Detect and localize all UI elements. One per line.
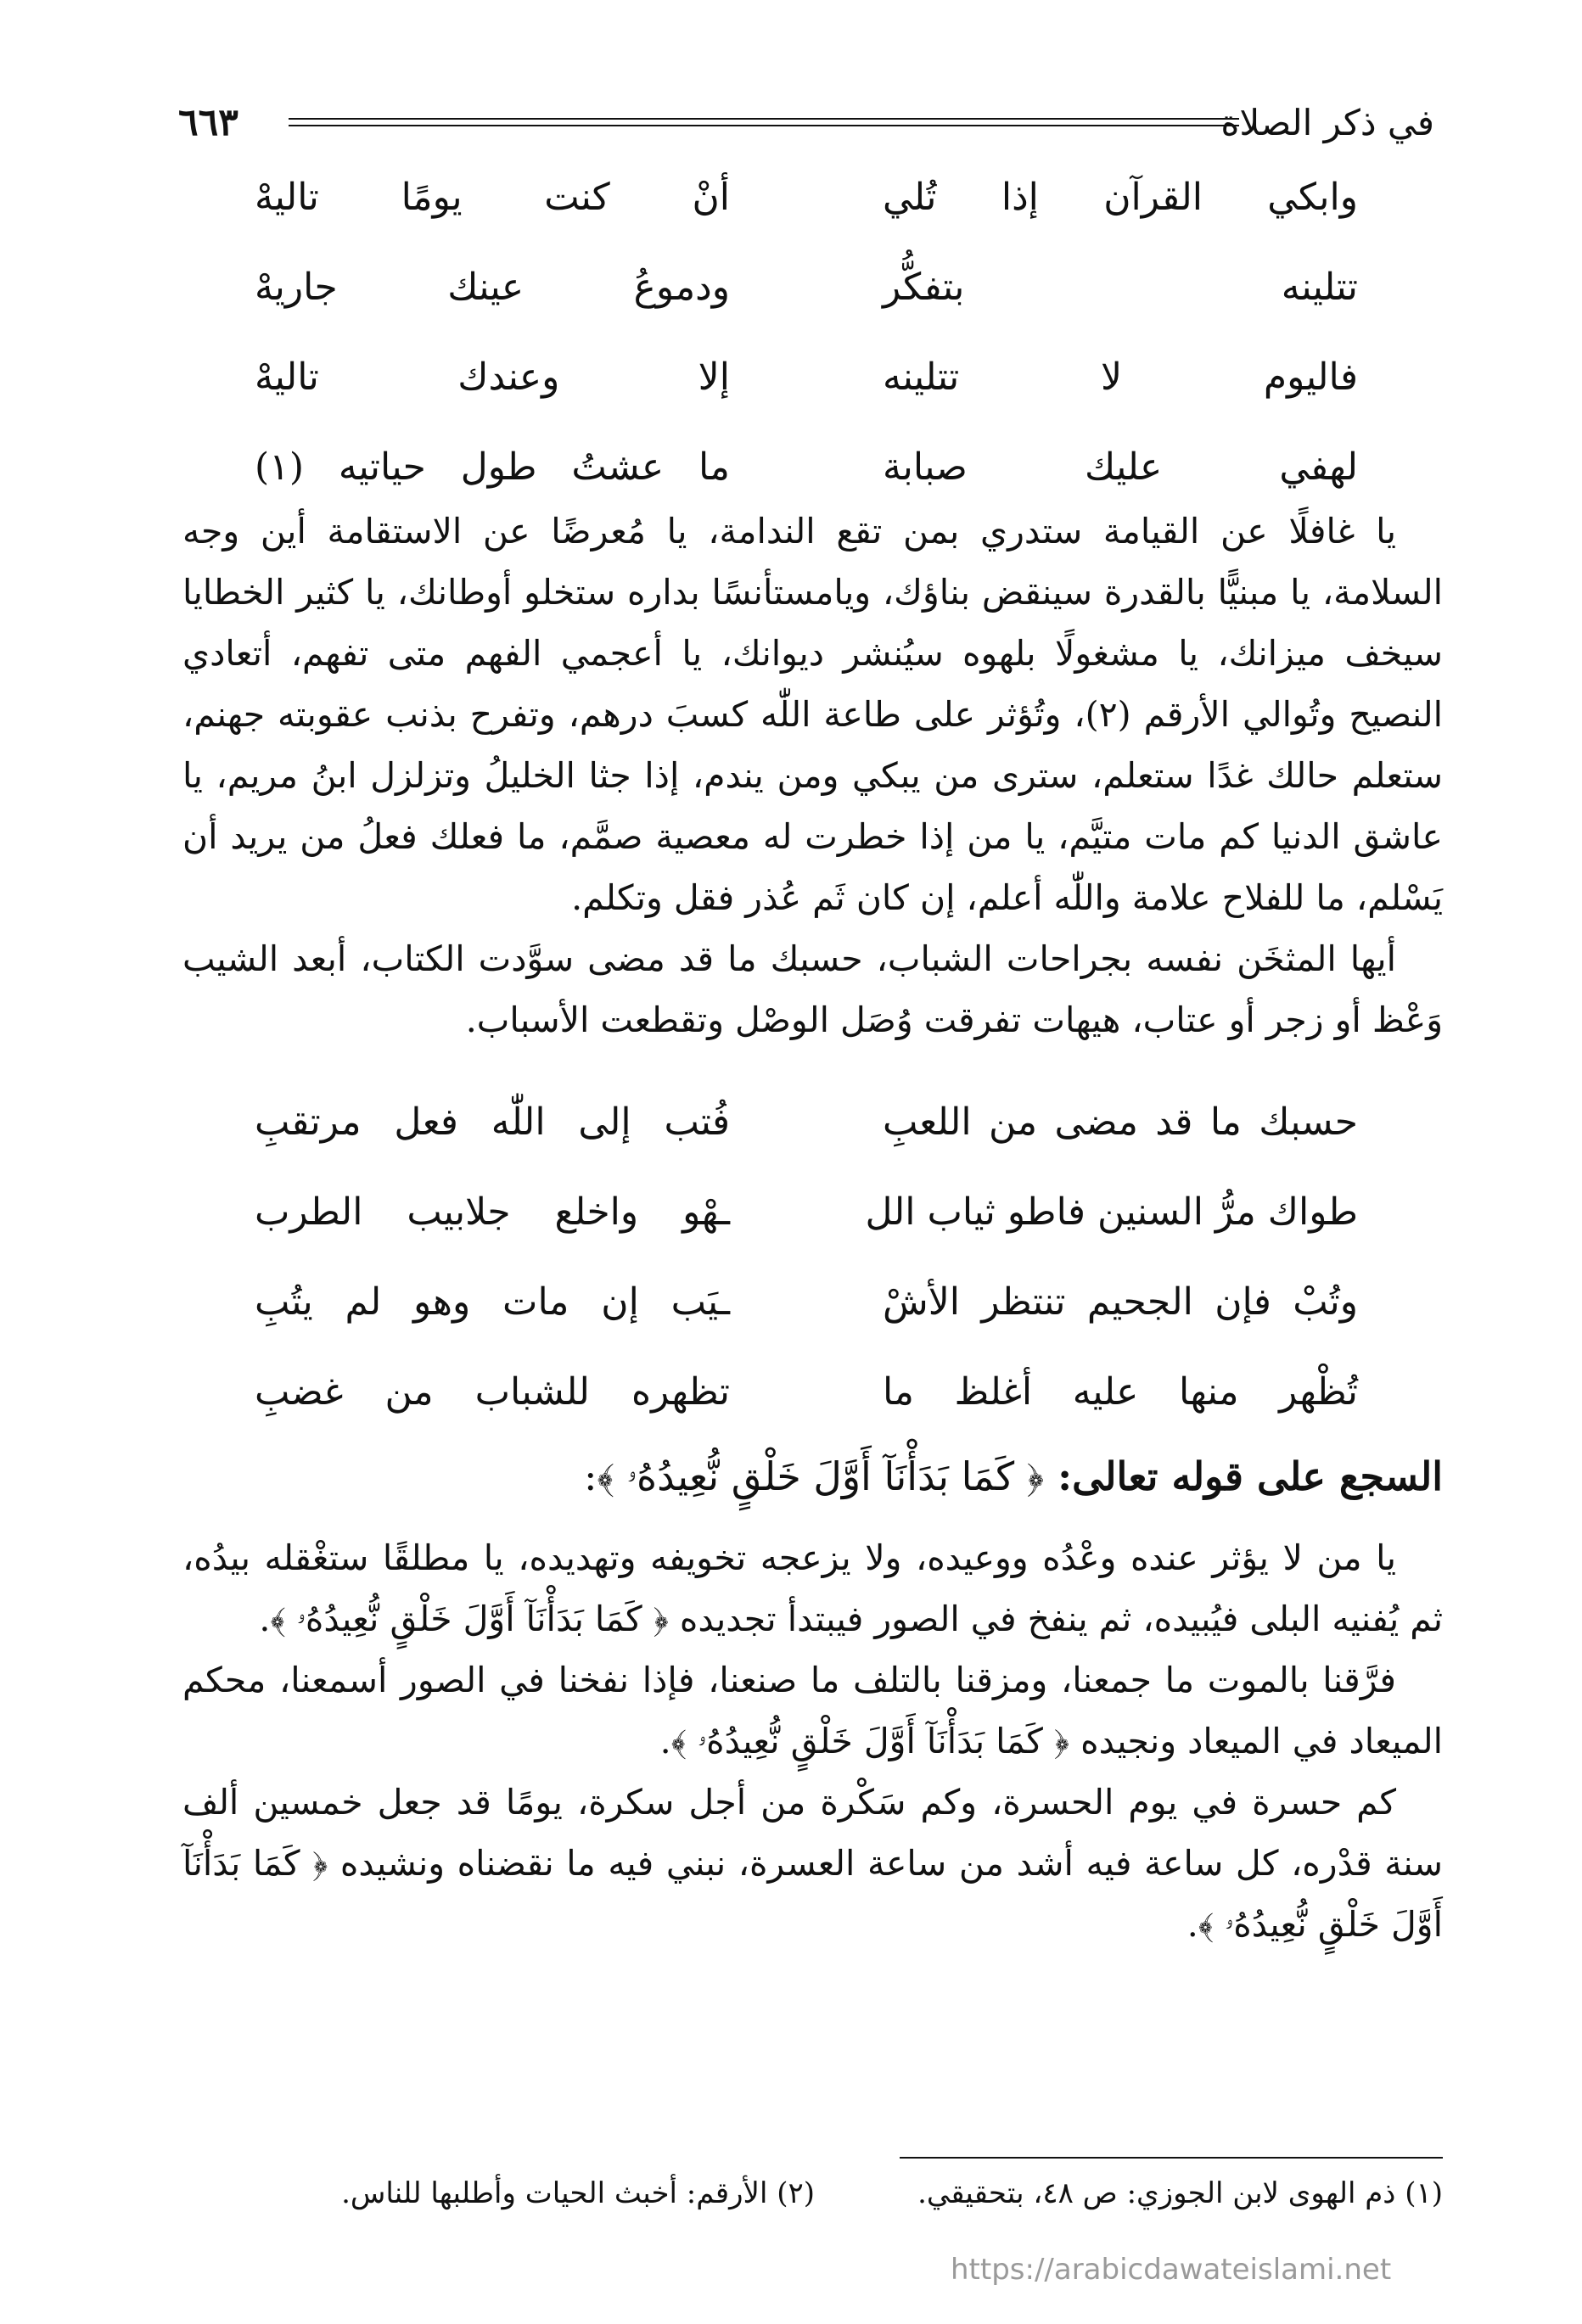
verse-second-hemistich: ـهْو واخلع جلابيب الطرب bbox=[255, 1190, 730, 1234]
page-number: ٦٦٣ bbox=[178, 101, 238, 144]
verse-first-hemistich: فاليوم لا تتلينه bbox=[883, 356, 1358, 399]
heading-label: السجع على قوله تعالى: bbox=[1057, 1453, 1443, 1499]
verse-first-hemistich: تتلينه بتفكُّر bbox=[883, 266, 1358, 309]
poem-verse bbox=[255, 1257, 1358, 1347]
verse-second-hemistich: ـيَب إن مات وهو لم يتُبِ bbox=[255, 1280, 730, 1324]
section-title: في ذكر الصلاة bbox=[1220, 102, 1434, 143]
verse-second-hemistich: فُتب إلى اللّٰه فعل مرتقبِ bbox=[255, 1100, 730, 1144]
running-header bbox=[178, 98, 1434, 148]
poem-verse bbox=[255, 1168, 1358, 1257]
verse-second-hemistich: تظهره للشباب من غضبِ bbox=[255, 1370, 730, 1414]
verse-first-hemistich: وتُبْ فإن الجحيم تنتظر الأشْ bbox=[883, 1280, 1358, 1324]
poem-second bbox=[255, 1078, 1358, 1437]
poem-verse bbox=[255, 333, 1358, 423]
poem-verse bbox=[255, 243, 1358, 333]
poem-verse bbox=[255, 1078, 1358, 1168]
prose-block-second bbox=[182, 1527, 1443, 1955]
footnote-1: (١) ذم الهوى لابن الجوزي: ص ٤٨، بتحقيقي. bbox=[917, 2176, 1443, 2210]
paragraph: كم حسرة في يوم الحسرة، وكم سَكْرة من أجل سكرة، يومًا قد جعل خمسين ألف سنة قدْره، كل ساعة فيه أشد من ساعة العسرة، نبني فيه ما نقضناه ونشيده ﴿ كَمَا بَدَأْنَآ أَوَّلَ خَلْقٍ نُّعِيدُهُۥ ﴾. bbox=[182, 1782, 1443, 1945]
verse-second-hemistich: إلا وعندك تاليهْ bbox=[255, 356, 730, 399]
verse-first-hemistich: لهفي عليك صبابة bbox=[883, 445, 1358, 489]
footnotes bbox=[182, 2164, 1443, 2223]
poem-verse bbox=[255, 153, 1358, 243]
footnote-2: (٢) الأرقم: أخبث الحيات وأطلبها للناس. bbox=[341, 2176, 815, 2210]
verse-first-hemistich: وابكي القرآن إذا تُلي bbox=[883, 176, 1358, 219]
poem-verse bbox=[255, 423, 1358, 512]
verse-first-hemistich: طواك مرُّ السنين فاطو ثياب الل bbox=[865, 1190, 1358, 1234]
verse-first-hemistich: تُظْهر منها عليه أغلظ ما bbox=[883, 1370, 1358, 1414]
header-double-rule bbox=[289, 118, 1239, 126]
poem-first bbox=[255, 153, 1358, 512]
verse-first-hemistich: حسبك ما قد مضى من اللعبِ bbox=[883, 1100, 1358, 1144]
paragraph: أيها المثخَن نفسه بجراحات الشباب، حسبك ما قد مضى سوَّدت الكتاب، أبعد الشيب وَعْظ أو زجر أو عتاب، هيهات تفرقت وُصَل الوصْل وتقطعت الأسباب. bbox=[182, 938, 1443, 1040]
prose-block-first bbox=[182, 501, 1443, 1050]
paragraph: يا من لا يؤثر عنده وعْدُه ووعيده، ولا يزعجه تخويفه وتهديده، يا مطلقًا ستغْقله بيدُه، ثم يُفنيه البلى فيُبيده، ثم ينفخ في الصور فيبتدأ تجديده ﴿ كَمَا بَدَأْنَآ أَوَّلَ خَلْقٍ نُّعِيدُهُۥ ﴾. bbox=[182, 1537, 1443, 1639]
heading-quran-verse: ﴿ كَمَا بَدَأْنَآ أَوَّلَ خَلْقٍ نُّعِيدُهُۥ ﴾: bbox=[584, 1453, 1045, 1499]
verse-second-hemistich: أنْ كنت يومًا تاليهْ bbox=[255, 176, 730, 219]
verse-second-hemistich: ودموعُ عينك جاريهْ bbox=[255, 266, 730, 309]
verse-second-hemistich: ما عشتُ طول حياتيه (١) bbox=[255, 445, 730, 489]
paragraph: فرَّقنا بالموت ما جمعنا، ومزقنا بالتلف ما صنعنا، فإذا نفخنا في الصور أسمعنا، محكم الميعاد في الميعاد ونجيده ﴿ كَمَا بَدَأْنَآ أَوَّلَ خَلْقٍ نُّعِيدُهُۥ ﴾. bbox=[182, 1660, 1443, 1761]
poem-verse bbox=[255, 1347, 1358, 1437]
footnote-separator bbox=[900, 2157, 1443, 2159]
section-heading bbox=[182, 1442, 1443, 1510]
watermark-url: https://arabicdawateislami.net bbox=[951, 2253, 1392, 2287]
paragraph: يا غافلًا عن القيامة ستدري بمن تقع الندامة، يا مُعرضًا عن الاستقامة أين وجه السلامة، يا مبنيًّا بالقدرة سينقض بناؤك، ويامستأنسًا بداره ستخلو أوطانك، يا كثير الخطايا سيخف ميزانك، يا مشغولًا بلهوه سيُنشر ديوانك، يا أعجمي الفهم متى تفهم، أتعادي النصيح وتُوالي الأرقم (٢)، وتُؤثر على طاعة اللّٰه كسبَ درهم، وتفرح بذنب عقوبته جهنم، ستعلم حالك غدًا ستعلم، سترى من يبكي ومن يندم، إذا جثا الخليلُ وتزلزل ابنُ مريم، يا عاشق الدنيا كم مات متيَّم، يا من إذا خطرت له معصية صمَّم، ما فعلك فعلُ من يريد أن يَسْلم، ما للفلاح علامة واللّٰه أعلم، إن كان ثَم عُذر فقل وتكلم. bbox=[182, 511, 1443, 918]
